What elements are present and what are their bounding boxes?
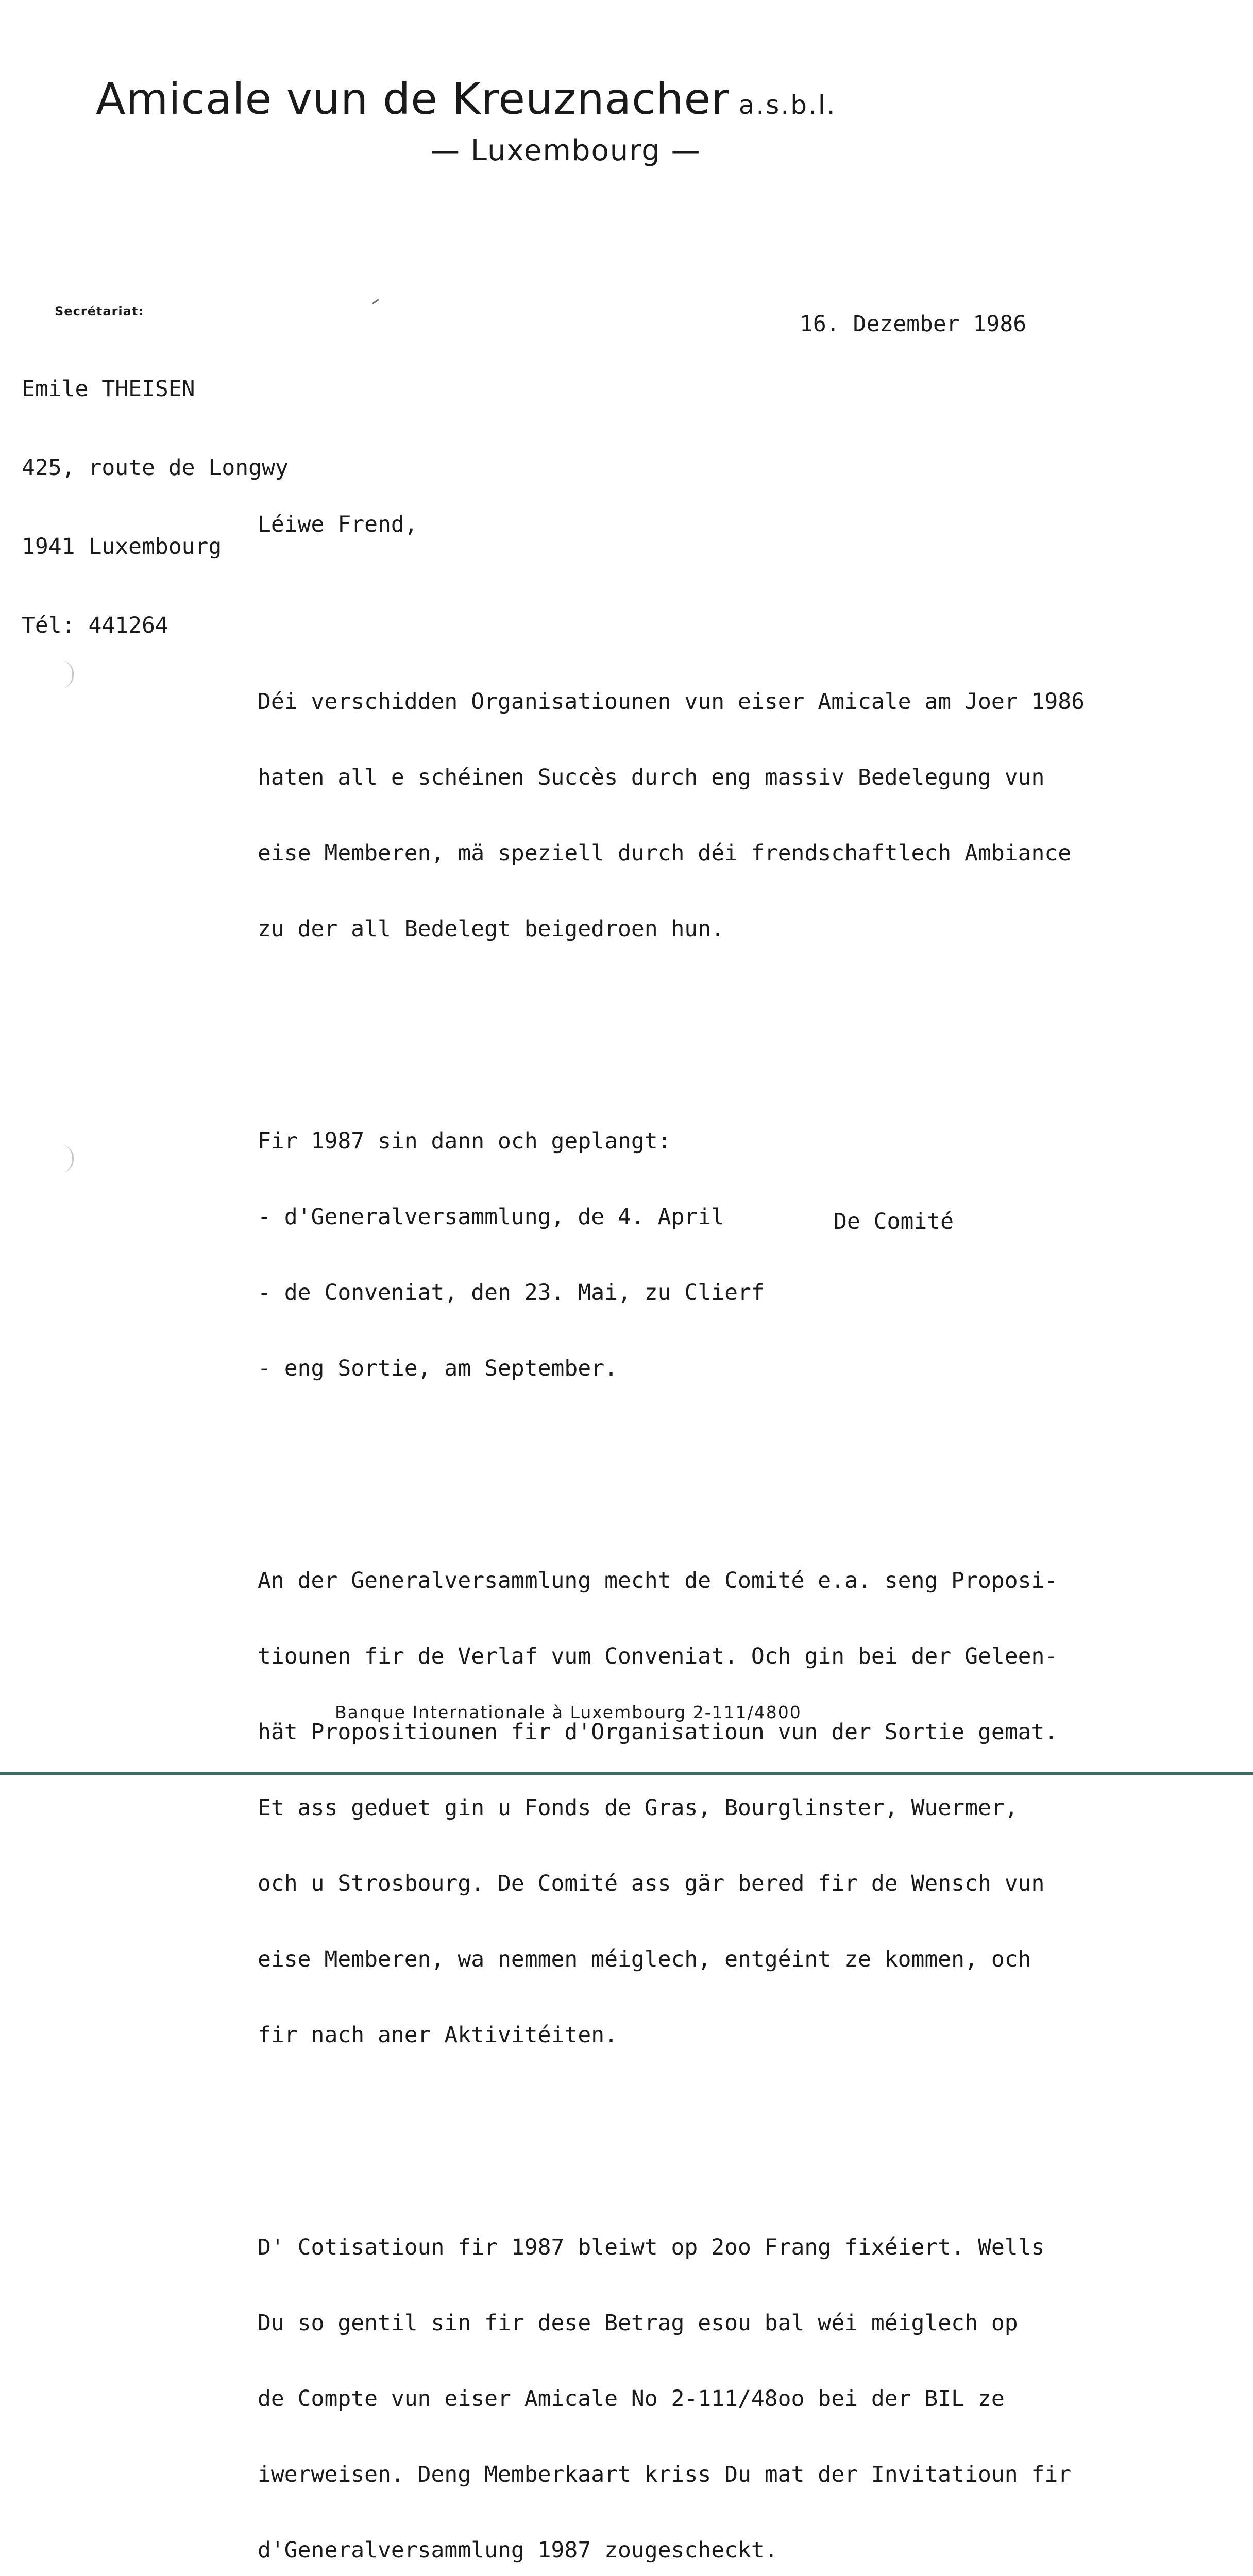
body-line: D' Cotisatioun fir 1987 bleiwt op 2oo Frang fixéiert. Wells bbox=[258, 2234, 1045, 2260]
legal-form-suffix: a.s.b.l. bbox=[738, 90, 837, 120]
paragraph-3 bbox=[258, 1518, 1085, 2098]
body-line: eise Memberen, wa nemmen méiglech, entgéint ze kommen, och bbox=[258, 1946, 1031, 1972]
footer-rule bbox=[0, 1772, 1253, 1775]
body-line: Fir 1987 sin dann och geplangt: bbox=[258, 1128, 671, 1154]
letterhead-city: — Luxembourg — bbox=[431, 134, 701, 167]
body-line: haten all e schéinen Succès durch eng massiv Bedelegung vun bbox=[258, 765, 1045, 790]
paper-speck bbox=[372, 299, 379, 304]
signature: De Comité bbox=[834, 1209, 954, 1234]
body-line: Déi verschidden Organisatiounen vun eiser Amicale am Joer 1986 bbox=[258, 689, 1085, 715]
body-line: fir nach aner Aktivitéiten. bbox=[258, 2022, 618, 2048]
body-line: iwerweisen. Deng Memberkaart kriss Du mat der Invitatioun fir bbox=[258, 2462, 1072, 2487]
letter-body bbox=[258, 462, 1085, 2576]
paragraph-2 bbox=[258, 1078, 1085, 1432]
body-line: de Compte vun eiser Amicale No 2-111/48oo bei der BIL ze bbox=[258, 2386, 1005, 2412]
body-line: - de Conveniat, den 23. Mai, zu Clierf bbox=[258, 1280, 765, 1306]
body-line: hät Propositiounen fir d'Organisatioun vun der Sortie gemat. bbox=[258, 1719, 1058, 1745]
sender-city: 1941 Luxembourg bbox=[22, 534, 222, 560]
body-line: An der Generalversammlung mecht de Comité e.a. seng Proposi- bbox=[258, 1568, 1058, 1594]
sender-street: 425, route de Longwy bbox=[22, 455, 289, 481]
body-line: zu der all Bedelegt beigedroen hun. bbox=[258, 916, 725, 942]
footer-bank-details: Banque Internationale à Luxembourg 2-111/4800 bbox=[335, 1702, 802, 1722]
body-line: tiounen fir de Verlaf vum Conveniat. Och gin bei der Geleen- bbox=[258, 1643, 1058, 1669]
body-line: - eng Sortie, am September. bbox=[258, 1355, 618, 1381]
sender-address bbox=[22, 324, 289, 665]
letter-date: 16. Dezember 1986 bbox=[800, 311, 1027, 337]
body-line: - d'Generalversammlung, de 4. April bbox=[258, 1204, 725, 1230]
body-line: d'Generalversammlung 1987 zougescheckt. bbox=[258, 2537, 778, 2563]
secretariat-label: Secrétariat: bbox=[55, 304, 144, 318]
letterhead-title bbox=[96, 74, 837, 124]
body-line: Et ass geduet gin u Fonds de Gras, Bourglinster, Wuermer, bbox=[258, 1795, 1018, 1821]
body-line: och u Strosbourg. De Comité ass gär bered fir de Wensch vun bbox=[258, 1871, 1045, 1896]
body-line: Du so gentil sin fir dese Betrag esou bal wéi méiglech op bbox=[258, 2310, 1018, 2336]
body-line: eise Memberen, mä speziell durch déi frendschaftlech Ambiance bbox=[258, 840, 1072, 866]
organization-name: Amicale vun de Kreuznacher bbox=[96, 74, 730, 124]
salutation: Léiwe Frend, bbox=[258, 512, 418, 537]
sender-name: Emile THEISEN bbox=[22, 376, 195, 402]
paragraph-4 bbox=[258, 2184, 1085, 2576]
paragraph-1 bbox=[258, 639, 1085, 992]
sender-phone: Tél: 441264 bbox=[22, 613, 168, 638]
punch-hole-mark bbox=[61, 1145, 74, 1173]
